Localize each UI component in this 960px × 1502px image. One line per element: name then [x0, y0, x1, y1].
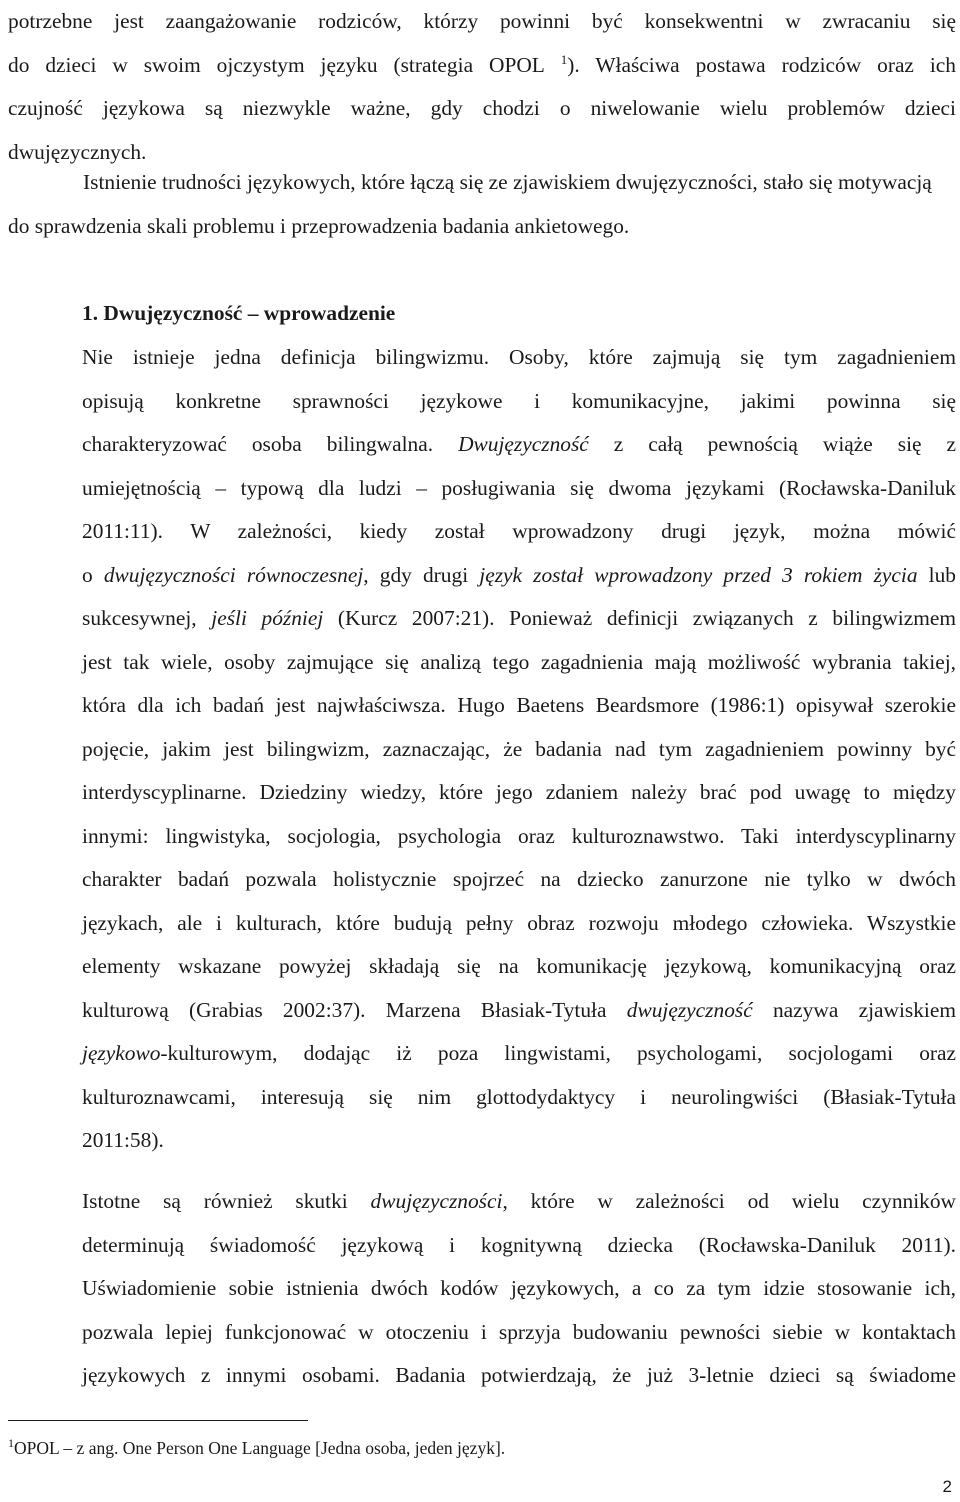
text-line: charakteryzować osoba bilingwalna. Dwujęzyczność z całą pewnością wiąże się z — [82, 432, 957, 456]
text-line: 2011:11). W zależności, kiedy został wprowadzony drugi język, można mówić — [82, 519, 956, 543]
text-line: interdyscyplinarne. Dziedziny wiedzy, które jego zdaniem należy brać pod uwagę to między — [82, 780, 956, 804]
text-line: umiejętnością – typową dla ludzi – posługiwania się dwoma językami (Rocławska-Daniluk — [82, 475, 956, 500]
text-line: czujność językowa są niezwykle ważne, gdy chodzi o niwelowanie wielu problemów dzieci — [8, 96, 956, 120]
footnote-reference[interactable]: 1 — [560, 51, 568, 67]
paragraph-definition — [8, 336, 956, 1163]
text-line: dwujęzycznych. — [8, 139, 147, 164]
text-line: która dla ich badań jest najwłaściwsza. Hugo Baetens Beardsmore (1986:1) opisywał szerokie — [82, 693, 956, 717]
paragraph-effects — [8, 1180, 956, 1398]
footnote — [8, 1436, 505, 1460]
italic-term: dwujęzyczności równoczesnej — [103, 562, 364, 587]
footnote-separator — [8, 1420, 308, 1421]
text-line: językowo-kulturowym, dodając iż poza lingwistami, psychologami, socjologami oraz — [82, 1041, 956, 1065]
italic-term: dwujęzyczność — [626, 997, 753, 1022]
paragraph-intro — [8, 0, 956, 174]
text-line: 2011:58). — [82, 1128, 164, 1152]
text-line: o dwujęzyczności równoczesnej, gdy drugi język został wprowadzony przed 3 rokiem życia lub — [82, 562, 956, 587]
paragraph-motivation: Istnienie trudności językowych, które łączą się ze zjawiskiem dwujęzyczności, stało się motywacją do sprawdzenia skali problemu i przeprowadzenia badania ankietowego. — [8, 170, 932, 238]
text-line: kulturową (Grabias 2002:37). Marzena Błasiak-Tytuła dwujęzyczność nazywa zjawiskiem — [82, 997, 956, 1022]
text-line: językowych z innymi osobami. Badania potwierdzają, że już 3-letnie dzieci są świadome — [82, 1363, 956, 1387]
text-line: determinują świadomość językową i kognitywną dziecka (Rocławska-Daniluk 2011). — [82, 1232, 956, 1257]
text-line: Uświadomienie sobie istnienia dwóch kodów językowych, a co za tym idzie stosowanie ich, — [82, 1276, 956, 1300]
text-line: kulturoznawcami, interesują się nim glottodydaktycy i neurolingwiści (Błasiak-Tytuła — [82, 1084, 956, 1109]
italic-term: język został wprowadzony przed 3 rokiem życia — [479, 562, 918, 587]
section-heading: 1. Dwujęzyczność – wprowadzenie — [82, 301, 396, 325]
text-line: pozwala lepiej funkcjonować w otoczeniu i sprzyja budowaniu pewności siebie w kontaktach — [82, 1319, 956, 1344]
text-line: opisują konkretne sprawności językowe i komunikacyjne, jakimi powinna się — [82, 388, 956, 413]
italic-term: Dwujęzyczność — [458, 432, 589, 456]
text-line: Nie istnieje jedna definicja bilingwizmu. Osoby, które zajmują się tym zagadnieniem — [82, 345, 956, 369]
text-line: jest tak wiele, osoby zajmujące się analizą tego zagadnienia mają możliwość wybrania takiej, — [82, 649, 956, 674]
text-line: elementy wskazane powyżej składają się na komunikację językową, komunikacyjną oraz — [82, 954, 956, 978]
text-line: potrzebne jest zaangażowanie rodziców, którzy powinni być konsekwentni w zwracaniu się — [8, 9, 956, 33]
text-line: do dzieci w swoim ojczystym języku (strategia OPOL $^1$). Właściwa postawa rodziców oraz ich — [8, 51, 956, 77]
text-line: językach, ale i kulturach, które budują pełny obraz rozwoju młodego człowieka. Wszystkie — [82, 910, 956, 935]
page-number: 2 — [942, 1477, 952, 1496]
footnote-text: OPOL – z ang. One Person One Language [Jedna osoba, jeden język]. — [14, 1438, 506, 1458]
italic-term: dwujęzyczności — [370, 1189, 503, 1213]
italic-term: jeśli później — [211, 606, 324, 630]
text-line: charakter badań pozwala holistycznie spojrzeć na dziecko zanurzone nie tylko w dwóch — [82, 867, 956, 891]
text-line: Istotne są również skutki dwujęzyczności, które w zależności od wielu czynników — [82, 1189, 956, 1213]
text-line: pojęcie, jakim jest bilingwizm, zaznaczając, że badania nad tym zagadnieniem powinny być — [82, 736, 956, 761]
text-line: sukcesywnej, jeśli później (Kurcz 2007:21). Ponieważ definicji związanych z bilingwizmem — [82, 606, 956, 630]
footnote-marker: 1 — [8, 1436, 14, 1450]
italic-term: językowo — [82, 1041, 161, 1065]
text-line: innymi: lingwistyka, socjologia, psychologia oraz kulturoznawstwo. Taki interdyscyplinarny — [82, 823, 956, 848]
